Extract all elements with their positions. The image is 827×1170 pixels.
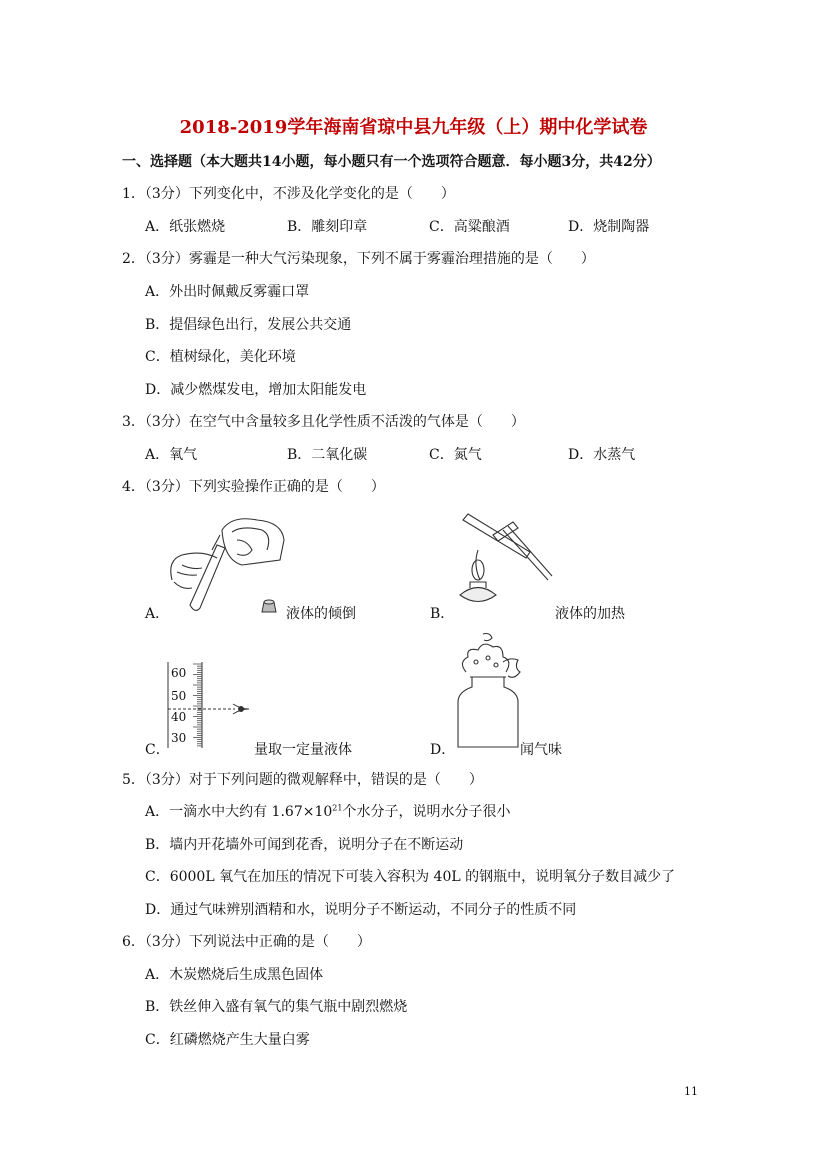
question-5-stem: 5．（3分）对于下列问题的微观解释中，错误的是（ ） bbox=[122, 772, 483, 788]
cylinder-tick-30: 30 bbox=[171, 731, 187, 745]
q5-option-a-exponent: 21 bbox=[332, 803, 343, 813]
q4-option-d-caption: 闻气味 bbox=[520, 742, 562, 758]
question-3-stem: 3．（3分）在空气中含量较多且化学性质不活泼的气体是（ ） bbox=[122, 414, 525, 430]
page-number: 11 bbox=[684, 1085, 698, 1098]
q6-option-a: A．木炭燃烧后生成黑色固体 bbox=[145, 967, 324, 983]
q5-option-c: C．6000L 氧气在加压的情况下可装入容积为 40L 的钢瓶中，说明氧分子数目减少了 bbox=[145, 869, 676, 885]
cylinder-tick-50: 50 bbox=[171, 689, 187, 703]
q4-option-a-caption: 液体的倾倒 bbox=[286, 606, 356, 622]
cylinder-tick-40: 40 bbox=[171, 710, 187, 724]
q4-option-d-letter: D． bbox=[430, 742, 456, 758]
q1-option-b: B．雕刻印章 bbox=[287, 219, 368, 235]
q2-option-a: A．外出时佩戴反雾霾口罩 bbox=[145, 284, 310, 300]
question-1-stem: 1．（3分）下列变化中，不涉及化学变化的是（ ） bbox=[122, 186, 455, 202]
q4-option-a-letter: A． bbox=[145, 606, 170, 622]
question-2-stem: 2．（3分）雾霾是一种大气污染现象，下列不属于雾霾治理措施的是（ ） bbox=[122, 251, 595, 267]
q3-option-c: C．氮气 bbox=[429, 447, 482, 463]
q4-option-b-letter: B． bbox=[430, 606, 455, 622]
q5-option-a-text: A．一滴水中大约有 1.67×10 bbox=[145, 804, 333, 820]
q3-option-a: A．氧气 bbox=[145, 447, 198, 463]
figure-smelling-bottle bbox=[448, 632, 528, 750]
section-heading: 一、选择题（本大题共14小题，每小题只有一个选项符合题意．每小题3分，共42分） bbox=[122, 154, 661, 170]
q1-option-a: A．纸张燃烧 bbox=[145, 219, 226, 235]
exam-title: 2018-2019学年海南省琼中县九年级（上）期中化学试卷 bbox=[179, 117, 648, 138]
q1-option-c: C．高粱酿酒 bbox=[429, 219, 510, 235]
q5-option-b: B．墙内开花墙外可闻到花香，说明分子在不断运动 bbox=[145, 837, 464, 853]
q6-option-c: C．红磷燃烧产生大量白雾 bbox=[145, 1032, 310, 1048]
q2-option-b: B．提倡绿色出行，发展公共交通 bbox=[145, 317, 352, 333]
q1-option-d: D．烧制陶器 bbox=[568, 219, 650, 235]
q2-option-c: C．植树绿化，美化环境 bbox=[145, 349, 296, 365]
q4-option-b-caption: 液体的加热 bbox=[555, 606, 625, 622]
stopper-icon bbox=[260, 598, 278, 614]
q4-option-c-letter: C． bbox=[145, 742, 170, 758]
q5-option-a bbox=[145, 801, 510, 821]
figure-liquid-heating bbox=[448, 510, 558, 615]
q4-option-c-caption: 量取一定量液体 bbox=[254, 742, 352, 758]
question-4-stem: 4．（3分）下列实验操作正确的是（ ） bbox=[122, 479, 385, 495]
q3-option-b: B．二氧化碳 bbox=[287, 447, 368, 463]
q5-option-d: D．通过气味辨别酒精和水，说明分子不断运动，不同分子的性质不同 bbox=[145, 902, 577, 918]
q5-option-a-text-end: 个水分子，说明水分子很小 bbox=[342, 804, 511, 820]
question-6-stem: 6．（3分）下列说法中正确的是（ ） bbox=[122, 934, 371, 950]
q6-option-b: B．铁丝伸入盛有氧气的集气瓶中剧烈燃烧 bbox=[145, 999, 408, 1015]
q3-option-d: D．水蒸气 bbox=[568, 447, 636, 463]
cylinder-tick-60: 60 bbox=[171, 666, 187, 680]
q2-option-d: D．减少燃煤发电，增加太阳能发电 bbox=[145, 382, 367, 398]
